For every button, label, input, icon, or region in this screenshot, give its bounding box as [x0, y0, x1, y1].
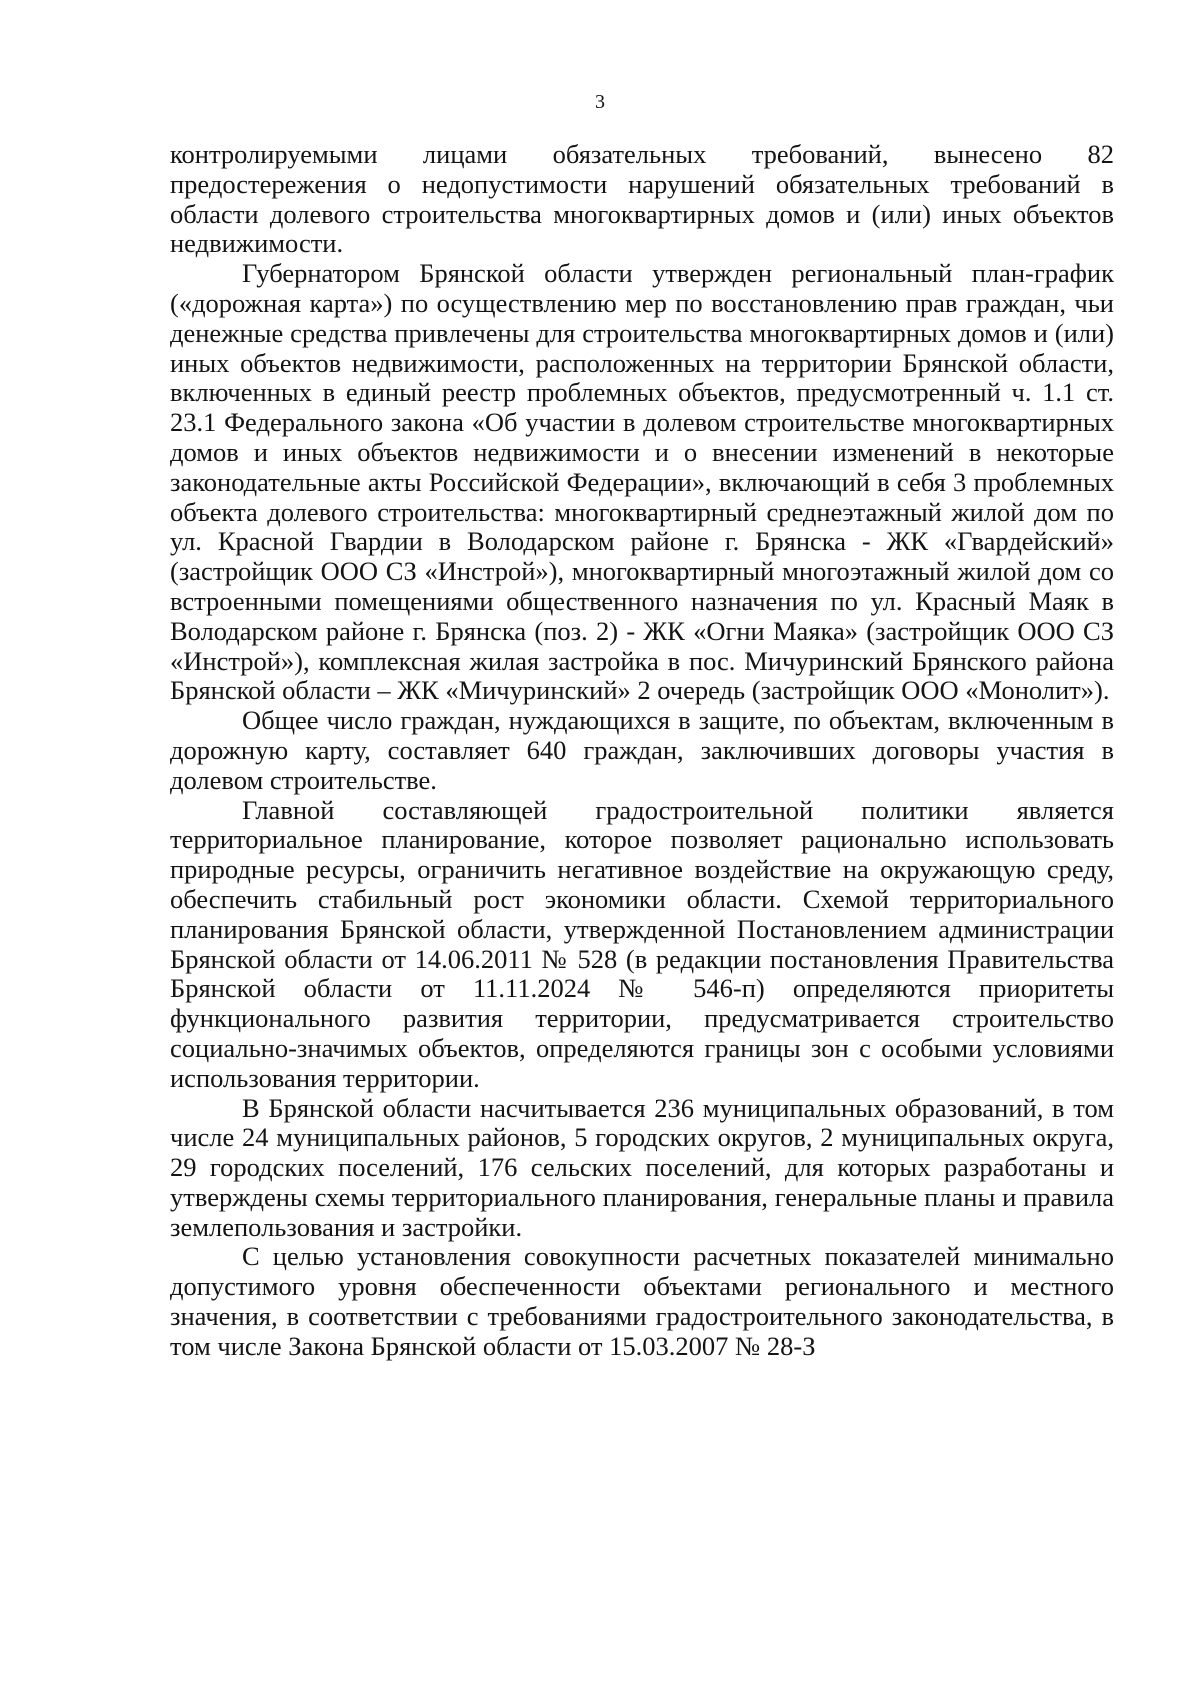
paragraph-municipalities: В Брянской области насчитывается 236 муниципальных образований, в том числе 24 муниципальных районов, 5 городских округов, 2 муниципальных округа, 29 городских поселений, 176 сельских поселений, для которых разработаны и утверждены схемы территориального планирования, генеральные планы и правила землепользования и застройки. — [170, 1092, 1114, 1242]
document-body — [170, 140, 1114, 1362]
paragraph-standards: С целью установления совокупности расчетных показателей минимально допустимого уровня обеспеченности объектами регионального и местного значения, в соответствии с требованиями градостроительного законодательства, в том числе Закона Брянской области от 15.03.2007 № 28-З — [170, 1241, 1114, 1361]
paragraph-roadmap: Губернатором Брянской области утвержден региональный план-график («дорожная карта») по осуществлению мер по восстановлению прав граждан, чьи денежные средства привлечены для строительства многоквартирных домов и (или) иных объектов недвижимости, расположенных на территории Брянской области, включенных в единый реестр проблемных объектов, предусмотренный ч. 1.1 ст. 23.1 Федерального закона «Об участии в долевом строительстве многоквартирных домов и иных объектов недвижимости и о внесении изменений в некоторые законодательные акты Российской Федерации», включающий в себя 3 проблемных объекта долевого строительства: многоквартирный среднеэтажный жилой дом по ул. Красной Гвардии в Володарском районе г. Брянска - ЖК «Гвардейский» (застройщик ООО СЗ «Инстрой»), многоквартирный многоэтажный жилой дом со встроенными помещениями общественного назначения по ул. Красный Маяк в Володарском районе г. Брянска (поз. 2) - ЖК «Огни Маяка» (застройщик ООО СЗ «Инстрой»), комплексная жилая застройка в пос. Мичуринский Брянского района Брянской области – ЖК «Мичуринский» 2 очередь (застройщик ООО «Монолит»). — [170, 258, 1114, 706]
paragraph-territorial-planning: Главной составляющей градостроительной политики является территориальное планирование, которое позволяет рационально использовать природные ресурсы, ограничить негативное воздействие на окружающую среду, обеспечить стабильный рост экономики области. Схемой территориального планирования Брянской области, утвержденной Постановлением администрации Брянской области от 14.06.2011 № 528 (в редакции постановления Правительства Брянской области от 11.11.2024 № 546-п) определяются приоритеты функционального развития территории, предусматривается строительство социально-значимых объектов, определяются границы зон с особыми условиями использования территории. — [170, 794, 1114, 1093]
paragraph-continuation: контролируемыми лицами обязательных требований, вынесено 82 предостережения о недопустимости нарушений обязательных требований в области долевого строительства многоквартирных домов и (или) иных объектов недвижимости. — [170, 139, 1114, 259]
paragraph-citizens-count: Общее число граждан, нуждающихся в защите, по объектам, включенным в дорожную карту, составляет 640 граждан, заключивших договоры участия в долевом строительстве. — [170, 705, 1114, 795]
page-number: 3 — [595, 91, 605, 113]
